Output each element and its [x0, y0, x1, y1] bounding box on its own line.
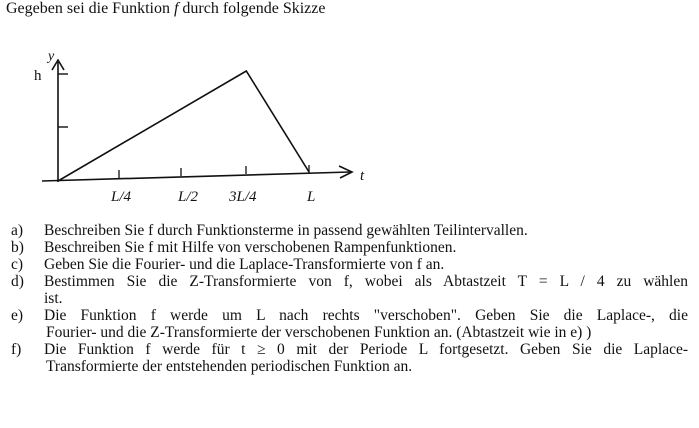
task-e	[0, 307, 699, 324]
tick-label-three-quarter: 3L/4	[229, 189, 257, 205]
task-e-continuation	[0, 324, 699, 341]
task-text: Geben Sie die Fourier- und die Laplace-Transformierte von f an.	[44, 256, 445, 273]
task-letter: c)	[11, 256, 24, 273]
intro-text-after: durch folgende Skizze	[178, 0, 326, 17]
task-d	[0, 273, 699, 290]
task-f	[0, 341, 699, 358]
task-letter: a)	[11, 222, 24, 239]
tick-label-end: L	[307, 189, 316, 205]
task-text: Beschreiben Sie f durch Funktionsterme in passend gewählten Teilintervallen.	[44, 222, 528, 239]
task-b	[0, 239, 699, 256]
task-letter: d)	[11, 273, 24, 290]
task-d-continuation	[0, 290, 699, 307]
task-text: Bestimmen Sie die Z-Transformierte von f, wobei als Abtastzeit T = L / 4 zu wählen	[44, 273, 688, 290]
function-graph	[58, 71, 309, 181]
h-label: h	[34, 68, 42, 84]
task-text: ist.	[44, 290, 63, 307]
task-letter: b)	[11, 239, 24, 256]
intro-text-before: Gegeben sei die Funktion	[6, 0, 174, 17]
task-letter: f)	[11, 341, 22, 358]
task-text: Transformierte der entstehenden periodischen Funktion an.	[46, 358, 413, 375]
task-list	[0, 222, 699, 375]
task-text: Die Funktion f werde um L nach rechts "verschoben". Geben Sie die Laplace-, die	[44, 307, 688, 324]
task-text: Die Funktion f werde für t ≥ 0 mit der Periode L fortgesetzt. Geben Sie die Laplace-	[44, 341, 688, 358]
t-axis	[42, 172, 350, 181]
t-axis-label: t	[360, 168, 365, 184]
task-text: Beschreiben Sie f mit Hilfe von verschobenen Rampenfunktionen.	[44, 239, 457, 256]
task-c	[0, 256, 699, 273]
task-text: Fourier- und die Z-Transformierte der verschobenen Funktion an. (Abtastzeit wie in e) )	[46, 324, 592, 341]
task-letter: e)	[11, 307, 24, 324]
tick-label-half: L/2	[178, 189, 199, 205]
y-axis-label: y	[48, 49, 55, 64]
intro-function-symbol: f	[173, 0, 179, 17]
tick-label-quarter: L/4	[111, 189, 132, 205]
task-a	[0, 222, 699, 239]
task-f-continuation	[0, 358, 699, 375]
